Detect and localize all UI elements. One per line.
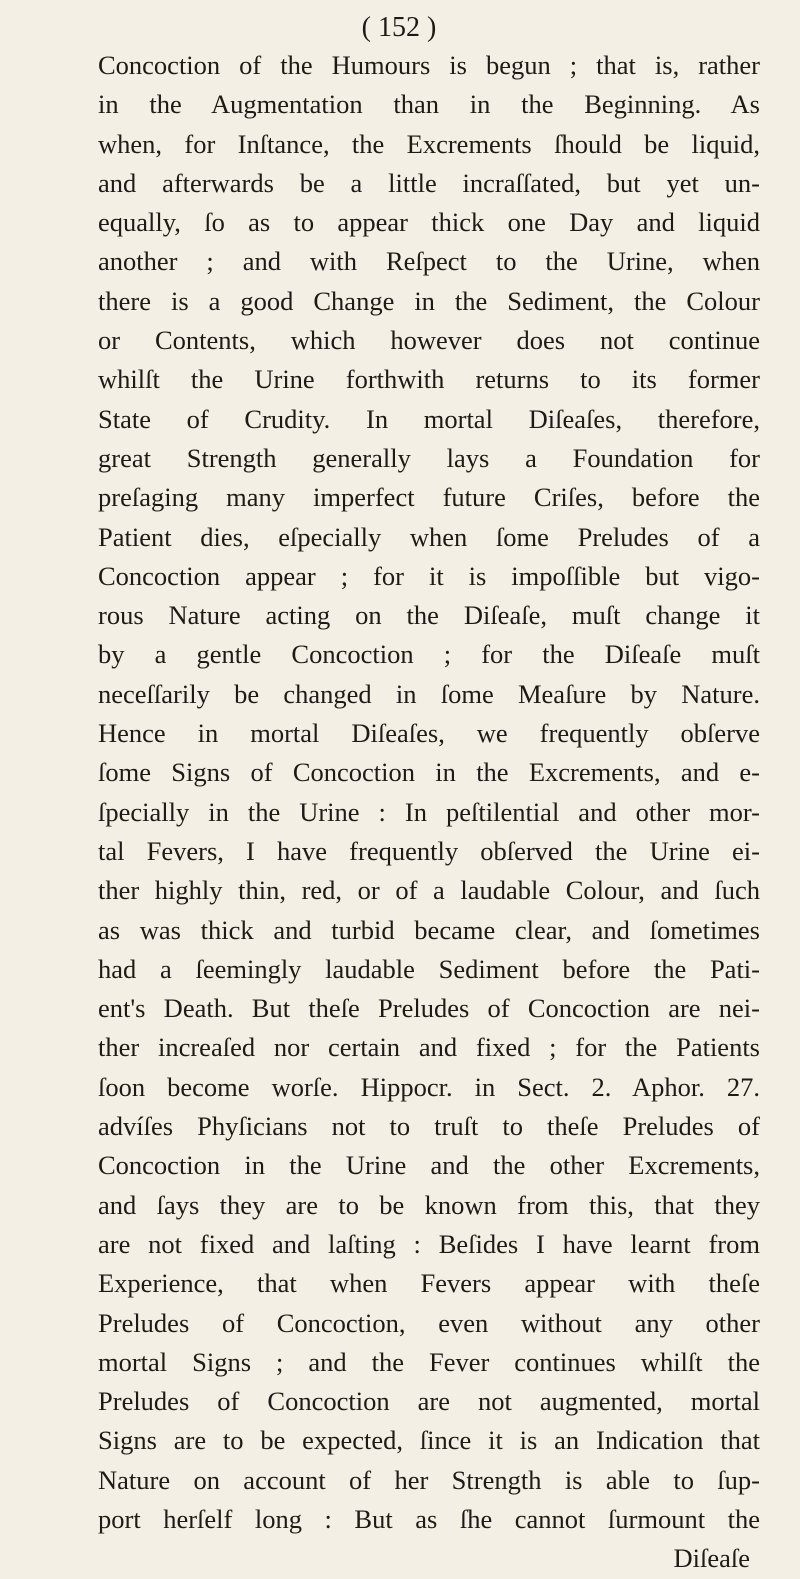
- text-line: Concoction appear ; for it is impoſſible but vigo-: [98, 560, 760, 591]
- text-line: advíſes Phyſicians not to truſt to theſe Preludes of: [98, 1111, 760, 1142]
- text-line: port herſelf long : But as ſhe cannot ſurmount the: [98, 1503, 760, 1534]
- text-line: Signs are to be expected, ſince it is an Indication that: [98, 1425, 760, 1456]
- text-line: are not fixed and laſting : Beſides I have learnt from: [98, 1228, 760, 1259]
- text-line: State of Crudity. In mortal Diſeaſes, therefore,: [98, 403, 760, 434]
- text-line: Preludes of Concoction are not augmented, mortal: [98, 1386, 760, 1417]
- text-line: ther highly thin, red, or of a laudable Colour, and ſuch: [98, 875, 760, 906]
- text-line: Hence in mortal Diſeaſes, we frequently obſerve: [98, 718, 760, 749]
- text-line: Preludes of Concoction, even without any other: [98, 1307, 760, 1338]
- text-line: ſoon become worſe. Hippocr. in Sect. 2. Aphor. 27.: [98, 1071, 760, 1102]
- catchword: Diſeaſe: [673, 1543, 750, 1574]
- text-line: preſaging many imperfect future Criſes, before the: [98, 482, 760, 513]
- text-line: had a ſeemingly laudable Sediment before the Pati-: [98, 953, 760, 984]
- text-line: equally, ſo as to appear thick one Day and liquid: [98, 207, 760, 238]
- text-line: in the Augmentation than in the Beginning. As: [98, 89, 760, 120]
- text-line: as was thick and turbid became clear, and ſometimes: [98, 914, 760, 945]
- text-line: ent's Death. But theſe Preludes of Concoction are nei-: [98, 993, 760, 1024]
- text-line: there is a good Change in the Sediment, the Colour: [98, 285, 760, 316]
- text-line: ſome Signs of Concoction in the Excrements, and e-: [98, 757, 760, 788]
- text-line: and ſays they are to be known from this, that they: [98, 1189, 760, 1220]
- text-line: by a gentle Concoction ; for the Diſeaſe muſt: [98, 639, 760, 670]
- text-line: Nature on account of her Strength is able to ſup-: [98, 1464, 760, 1495]
- text-line: whilſt the Urine forthwith returns to its former: [98, 364, 760, 395]
- text-line: Patient dies, eſpecially when ſome Preludes of a: [98, 521, 760, 552]
- page-number: ( 152 ): [361, 12, 437, 43]
- body-text: [98, 46, 760, 1539]
- text-line: tal Fevers, I have frequently obſerved the Urine ei-: [98, 835, 760, 866]
- text-line: ſpecially in the Urine : In peſtilential and other mor-: [98, 796, 760, 827]
- text-line: rous Nature acting on the Diſeaſe, muſt change it: [98, 600, 760, 631]
- text-line: mortal Signs ; and the Fever continues whilſt the: [98, 1346, 760, 1377]
- text-line: neceſſarily be changed in ſome Meaſure by Nature.: [98, 678, 760, 709]
- text-line: when, for Inſtance, the Excrements ſhould be liquid,: [98, 128, 760, 159]
- text-line: another ; and with Reſpect to the Urine, when: [98, 246, 760, 277]
- text-line: Experience, that when Fevers appear with theſe: [98, 1268, 760, 1299]
- text-line: and afterwards be a little incraſſated, but yet un-: [98, 167, 760, 198]
- text-line: Concoction in the Urine and the other Excrements,: [98, 1150, 760, 1181]
- text-line: great Strength generally lays a Foundation for: [98, 442, 760, 473]
- text-line: ther increaſed nor certain and fixed ; for the Patients: [98, 1032, 760, 1063]
- text-line: Concoction of the Humours is begun ; that is, rather: [98, 50, 760, 80]
- text-line: or Contents, which however does not continue: [98, 325, 760, 356]
